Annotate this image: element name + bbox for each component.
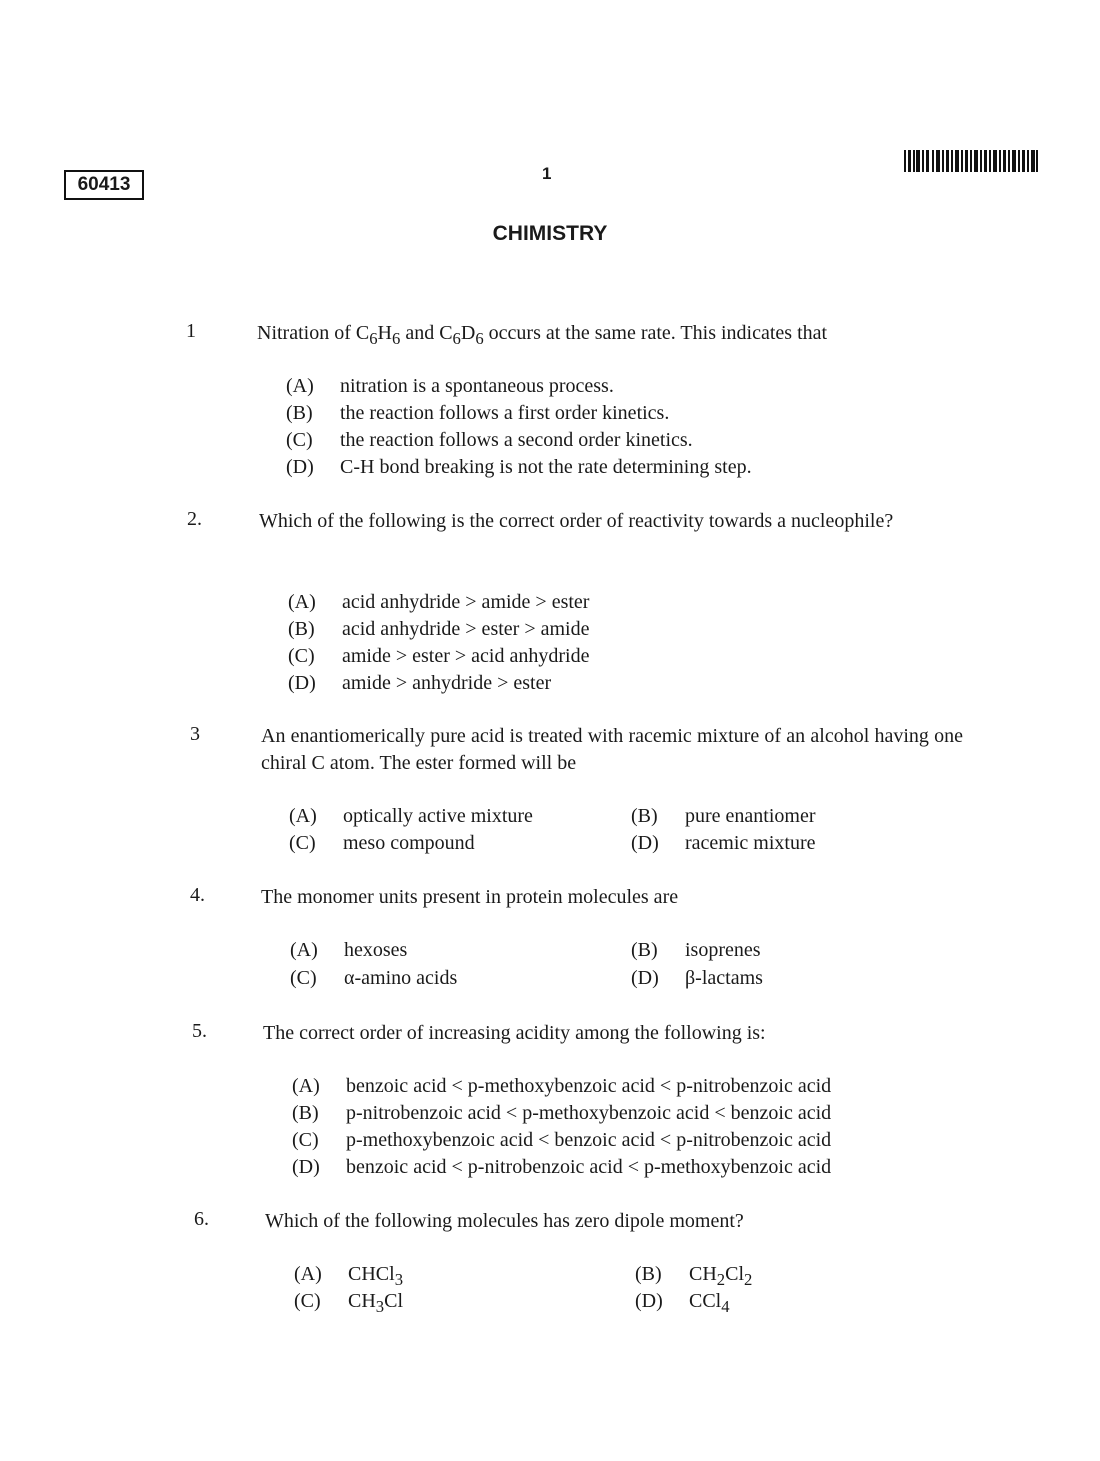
subject-title: CHIMISTRY: [492, 222, 608, 245]
option-a: (A) hexoses: [290, 939, 408, 961]
question-number: 1: [186, 320, 196, 342]
option-d: (D) amide > anhydride > ester: [288, 672, 552, 694]
question-text: An enantiomerically pure acid is treated with racemic mixture of an alcohol having one chiral C atom. The ester formed will be: [261, 725, 963, 774]
question-text: Nitration of $C_6H_6$ and $C_6D_6$ occurs at the same rate. This indicates that: [257, 322, 828, 348]
option-c: (C) meso compound: [289, 832, 475, 854]
question-number: 5.: [192, 1020, 207, 1042]
option-c: (C) amide > ester > acid anhydride: [288, 645, 590, 667]
option-d: (D) CCl$_4$: [635, 1290, 730, 1316]
question-text: The correct order of increasing acidity among the following is:: [263, 1022, 766, 1044]
page-number: 1: [542, 164, 552, 183]
option-b: (B) pure enantiomer: [631, 805, 816, 827]
question-number: 6.: [194, 1208, 209, 1230]
question-text: The monomer units present in protein molecules are: [261, 886, 679, 908]
option-a: (A) nitration is a spontaneous process.: [286, 375, 614, 397]
question-text: Which of the following is the correct order of reactivity towards a nucleophile?: [259, 510, 894, 532]
option-b: (B) acid anhydride > ester > amide: [288, 618, 590, 640]
option-c: (C) $CH_3Cl$: [294, 1290, 404, 1316]
option-b: (B) p-nitrobenzoic acid < p-methoxybenzoic acid < benzoic acid: [292, 1102, 832, 1124]
option-a: (A) acid anhydride > amide > ester: [288, 591, 590, 613]
option-c: (C) p-methoxybenzoic acid < benzoic acid < p-nitrobenzoic acid: [292, 1129, 832, 1151]
option-a: (A) CHCl$_3$: [294, 1263, 404, 1289]
option-d: (D) racemic mixture: [631, 832, 816, 854]
option-c: (C) the reaction follows a second order kinetics.: [286, 429, 693, 451]
question-number: 4.: [190, 884, 205, 906]
option-d: (D) β-lactams: [631, 967, 763, 989]
option-c: (C) α-amino acids: [290, 967, 458, 989]
barcode-icon: [904, 150, 1038, 172]
option-b: (B) $CH_2Cl_2$: [635, 1263, 753, 1289]
paper-code-box: 60413: [64, 170, 144, 200]
option-a: (A) benzoic acid < p-methoxybenzoic acid < p-nitrobenzoic acid: [292, 1075, 832, 1097]
question-text: Which of the following molecules has zero dipole moment?: [265, 1210, 744, 1232]
option-a: (A) optically active mixture: [289, 805, 533, 827]
question-number: 3: [190, 723, 200, 745]
question-number: 2.: [187, 508, 202, 530]
option-b: (B) isoprenes: [631, 939, 761, 961]
option-b: (B) the reaction follows a first order kinetics.: [286, 402, 670, 424]
option-d: (D) C-H bond breaking is not the rate determining step.: [286, 456, 752, 478]
option-d: (D) benzoic acid < p-nitrobenzoic acid < p-methoxybenzoic acid: [292, 1156, 832, 1178]
